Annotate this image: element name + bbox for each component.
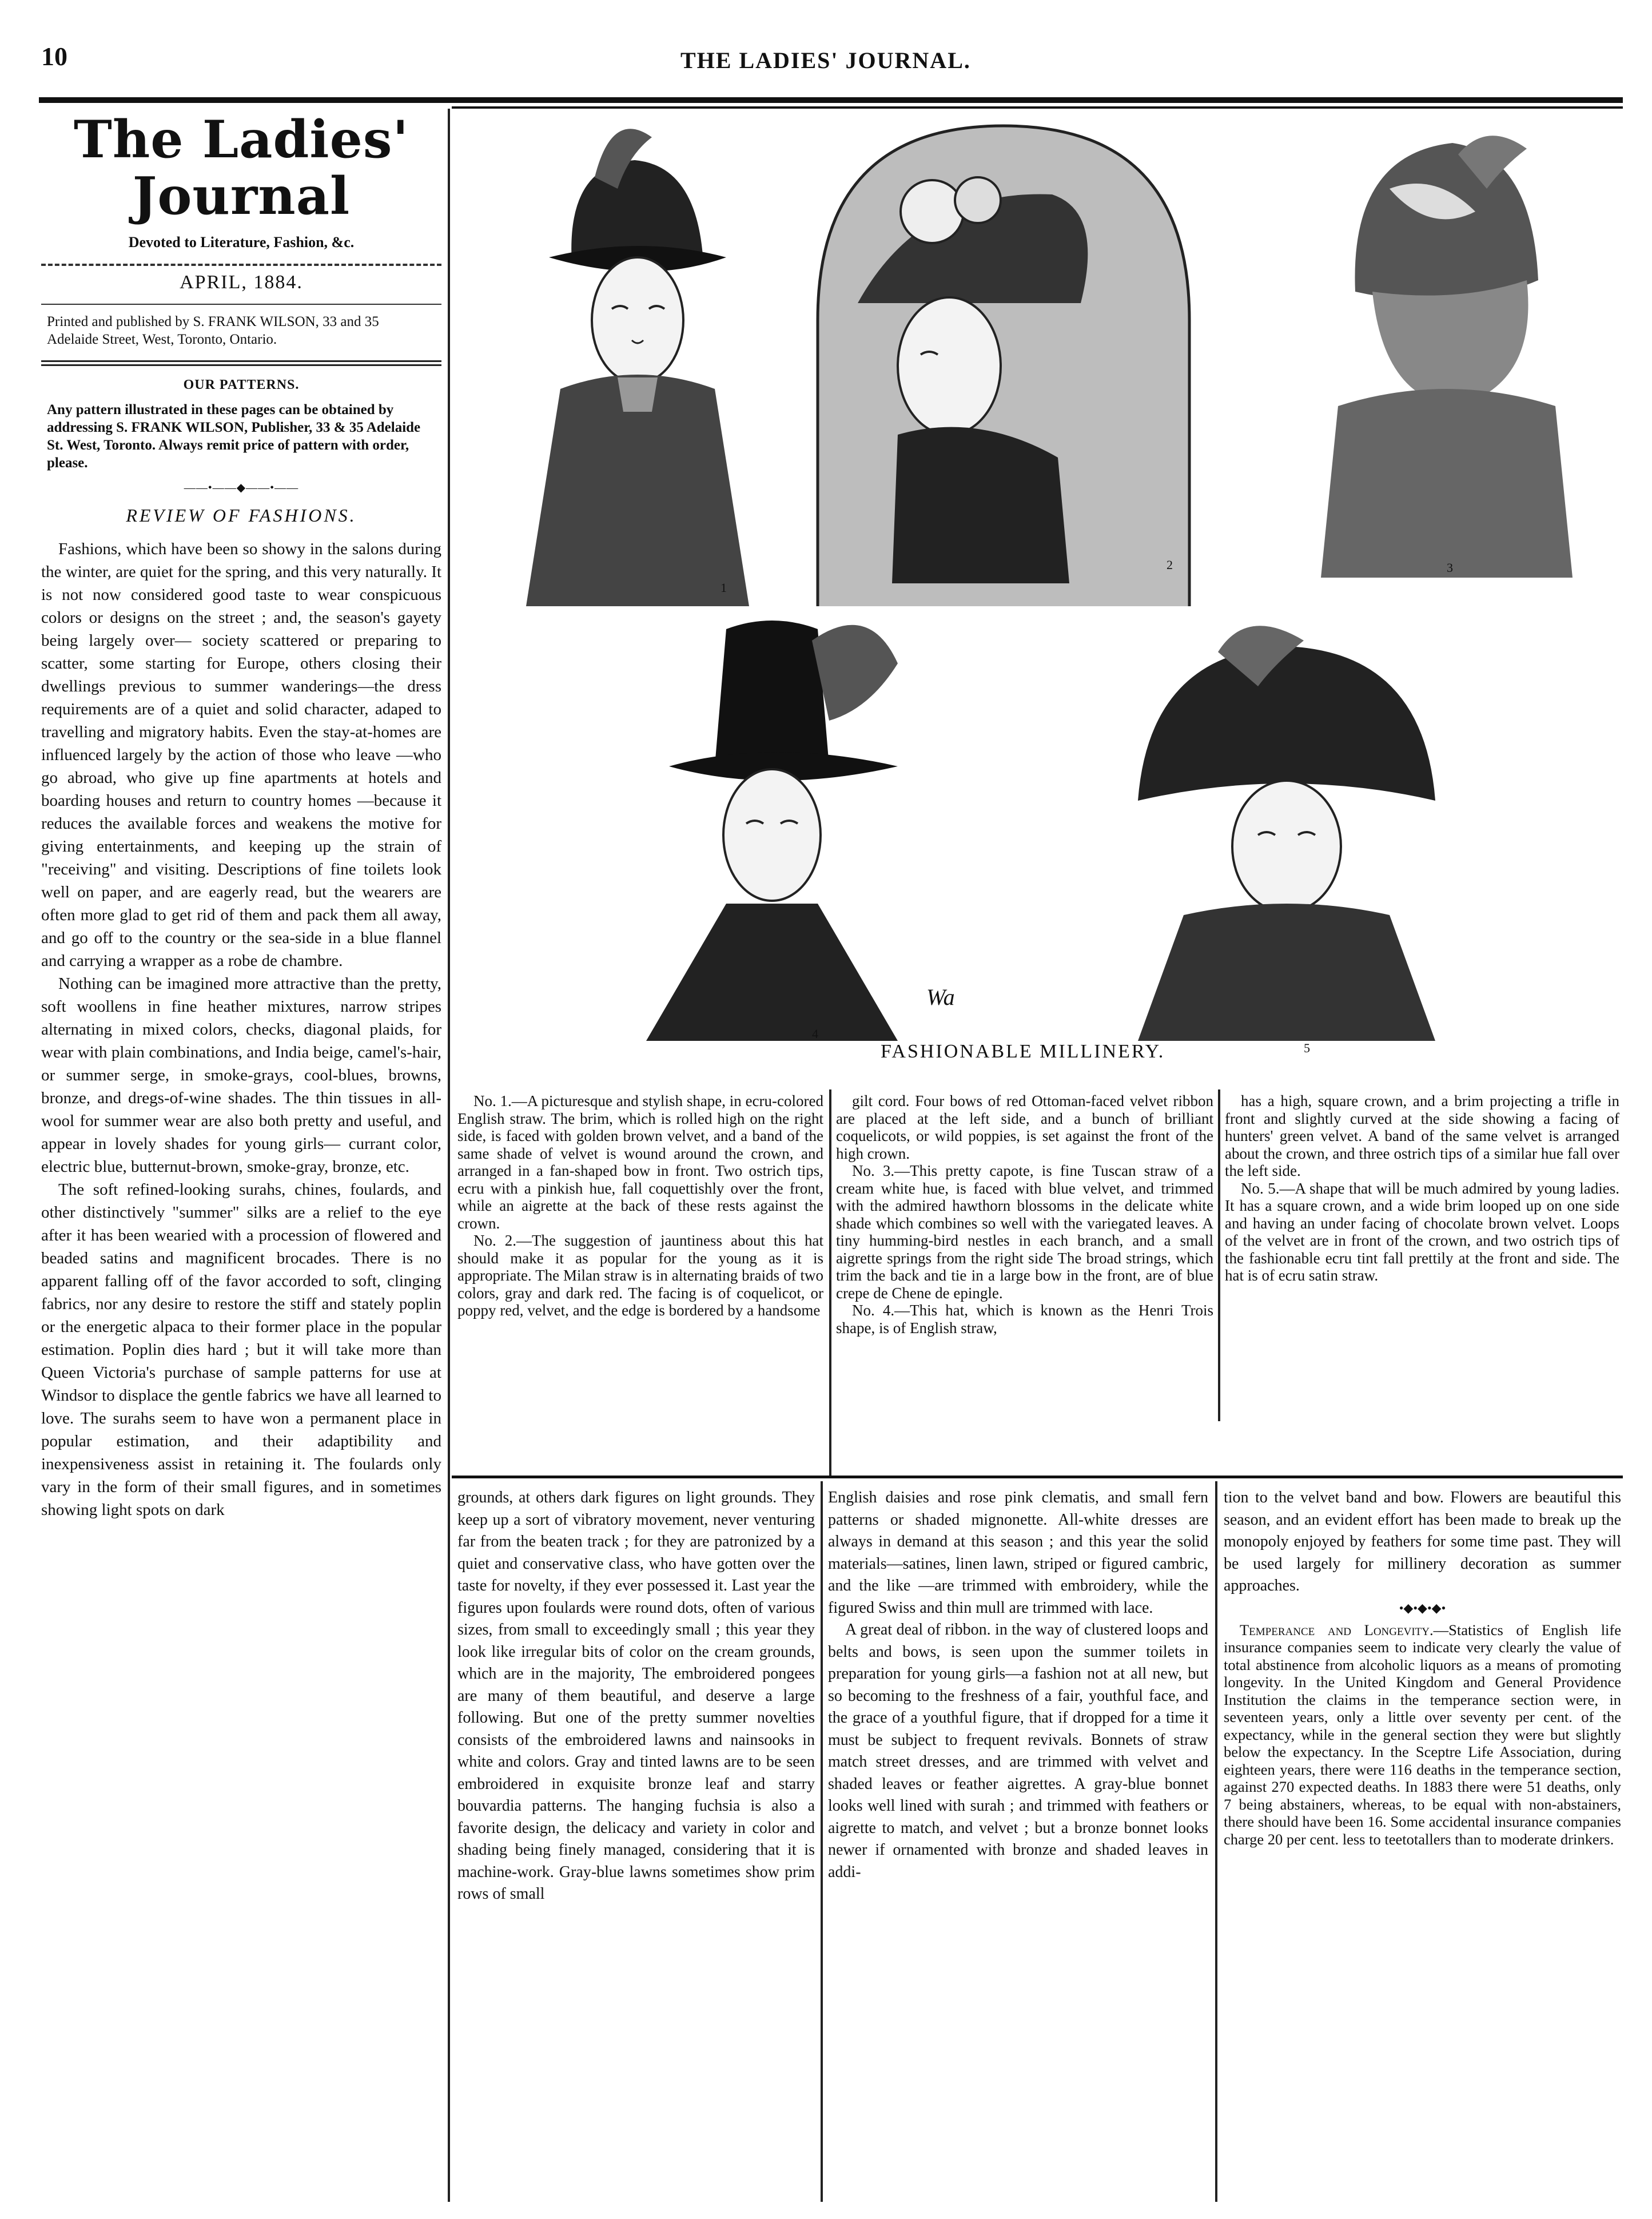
column-rule-bottom-2: [1215, 1481, 1217, 2202]
article-paragraph: English daisies and rose pink clematis, and small fern patterns or shaded mignonette. All-white dresses are always in demand at this season ; and this year the solid materials—satines, linen lawn, striped or figured cambric, and the like —are trimmed with embroidery, while the figured Swiss and thin mull are trimmed with lace.: [828, 1489, 1208, 1617]
fashion-column-3: [828, 1487, 1208, 1883]
column-rule-mill-1: [829, 1089, 831, 1478]
fashion-column-4: [1224, 1487, 1621, 1848]
millinery-paragraph: has a high, square crown, and a brim projecting a trifle in front and slightly curved at the side showing a facing of hunters' green velvet. A band of the same velvet is arranged about the crown, and three ostrich tips of a similar hue fall over the left side.: [1225, 1092, 1619, 1179]
review-paragraph: Fashions, which have been so showy in the salons during the winter, are quiet for the spring, and this very naturally. It is not now considered good taste to wear conspicuous colors or designs on the street ; and, the season's gayety being largely over— society scattered or preparing to scatter, some starting for Europe, others closing their dwellings previous to summer wanderings—the dress requirements are of a quiet and solid character, adaped to travelling and migratory habits. Even the stay-at-homes are influenced largely by the action of those who leave —who go abroad, who give up fine apartments at hotels and boarding houses and return to country homes —because it reduces the available forces and weakens the motive for giving entertainments, and keeping up the strain of "receiving" and visiting. Descriptions of fine toilets look well on paper, and are eagerly read, but the wearers are often more glad to get rid of them and pack them all away, and go off to the country or the sea-side in a blue flannel and carrying a wrapper as a robe de chambre.: [41, 539, 441, 970]
hat-figure-3: [1287, 132, 1584, 601]
figure-label-4: 4: [812, 1027, 818, 1041]
issue-date: APRIL, 1884.: [180, 272, 303, 293]
hat-figure-1: [480, 114, 801, 618]
column-rule-mill-2: [1218, 1089, 1220, 1421]
hat-figure-4: [600, 595, 944, 1041]
illustration-caption: FASHIONABLE MILLINERY.: [881, 1041, 1165, 1062]
review-article: [41, 538, 441, 1521]
hat-figure-2: [806, 114, 1201, 606]
date-rule: [41, 304, 441, 305]
hat-figure-5: [1115, 618, 1458, 1052]
patterns-notice: Any pattern illustrated in these pages can be obtained by addressing S. FRANK WILSON, Publisher, 33 & 35 Adelaide St. West, Toronto. Always remit price of pattern with order, please.: [47, 401, 421, 471]
figure-label-3: 3: [1447, 560, 1453, 575]
review-heading: REVIEW OF FASHIONS.: [126, 504, 357, 526]
patterns-heading: OUR PATTERNS.: [183, 377, 300, 392]
temperance-article: [1224, 1621, 1621, 1848]
publisher-note: Printed and published by S. FRANK WILSON, 33 and 35 Adelaide Street, West, Toronto, Ontario.: [47, 314, 379, 348]
running-title: THE LADIES' JOURNAL.: [680, 47, 971, 73]
header-rule-secondary: [452, 106, 1623, 109]
millinery-paragraph: No. 2.—The suggestion of jauntiness about this hat should make it as popular for the young as it is appropriate. The Milan straw is in alternating braids of two colors, gray and dark red. The facing is of coquelicot, or poppy red, velvet, and the edge is bordered by a handsome: [457, 1232, 823, 1319]
masthead-divider: [41, 264, 441, 266]
millinery-column-1: [457, 1092, 823, 1319]
artist-signature: Wa: [926, 984, 955, 1010]
column-rule-left: [448, 109, 450, 2202]
masthead-subtitle: Devoted to Literature, Fashion, &c.: [128, 234, 355, 250]
figure-label-5: 5: [1304, 1041, 1310, 1055]
temperance-heading: Temperance and Longevity.: [1240, 1621, 1434, 1639]
ornament-divider: •◆•◆•◆•: [1399, 1600, 1446, 1615]
article-paragraph: tion to the velvet band and bow. Flowers are beautiful this season, and an evident effort has been made to break up the monopoly enjoyed by feathers for some time past. They will be used largely for millinery decoration as summer approaches.: [1224, 1489, 1621, 1594]
masthead-title: The Ladies' Journal: [73, 109, 409, 226]
column-rule-bottom-1: [821, 1481, 823, 2202]
millinery-paragraph: gilt cord. Four bows of red Ottoman-faced velvet ribbon are placed at the left side, and a bunch of brilliant coquelicots, or wild poppies, is set against the front of the high crown.: [836, 1092, 1213, 1162]
fashion-column-2: [457, 1487, 815, 1906]
millinery-column-3: [1225, 1092, 1619, 1285]
page-number: 10: [41, 42, 67, 71]
header-rule: [39, 97, 1623, 103]
millinery-paragraph: No. 1.—A picturesque and stylish shape, in ecru-colored English straw. The brim, which is rolled high on the right side, is faced with golden brown velvet, and a band of the same shade of velvet is wound around the crown, and arranged in a fan-shaped bow in front. Two ostrich tips, ecru with a pinkish hue, fall coquettishly over the front, while an aigrette at the back of these rests against the crown.: [457, 1092, 823, 1232]
millinery-paragraph: No. 3.—This pretty capote, is fine Tuscan straw of a cream white hue, is faced with blue velvet, and trimmed with the admired hawthorn blossoms in the delicate white shade which combines so well with the variegated leaves. A tiny humming-bird nestles in each branch, and a small aigrette springs from the right side The broad strings, which trim the back and tie in a large bow in the front, are of blue crepe de Chene de epingle.: [836, 1162, 1213, 1302]
masthead: [41, 109, 441, 1521]
review-paragraph: The soft refined-looking surahs, chines, foulards, and other distinctively "summer" silks are a relief to the eye after it has been wearied with a procession of flowered and beaded satins and magnificent brocades. There is no apparent falling off of the favor accorded to soft, clinging fabrics, nor any desire to restore the stiff and stately poplin or the energetic alpaca to their former place in the popular estimation. Poplin dies hard ; but it will take more than Queen Victoria's purchase of sample patterns for use at Windsor to displace the gentle fabrics we have all learned to love. The surahs seem to have won a permanent place in popular estimation, and their adaptibility and inexpensiveness assist in retaining it. The foulards only vary in the form of their small figures, and in sometimes showing light spots on dark: [41, 1180, 441, 1519]
ornament-divider: ——•——◆——•——: [184, 481, 299, 494]
article-paragraph: A great deal of ribbon. in the way of clustered loops and belts and bows, is seen upon the summer toilets in preparation for young girls—a fashion not at all new, but so becoming to the freshness of a fair, youthful face, and the grace of a youthful figure, that if dropped for a time it must be subject to frequent revivals. Bonnets of straw match street dresses, and are trimmed with velvet and shaded leaves or feather aigrettes. A gray-blue bonnet looks well lined with surah ; and trimmed with feathers or aigrette to match, and velvet ; but a bronze bonnet looks newer if ornamented with bronze and shaded leaves in addi-: [828, 1621, 1208, 1881]
figure-label-2: 2: [1167, 558, 1173, 572]
double-rule: [41, 360, 441, 366]
millinery-column-2: [836, 1092, 1213, 1337]
section-rule: [452, 1476, 1623, 1478]
millinery-paragraph: No. 4.—This hat, which is known as the Henri Trois shape, is of English straw,: [836, 1302, 1213, 1337]
review-paragraph: Nothing can be imagined more attractive than the pretty, soft woollens in fine heather mixtures, narrow stripes alternating in mixed colors, checks, diagonal plaids, for wear with plain combinations, and India beige, camel's-hair, or summer serge, in smoke-grays, cool-blues, browns, bronze, and dregs-of-wine shades. The thin tissues in all-wool for summer wear are also both pretty and useful, and appear in lovely shades for young girls— currant color, electric blue, butternut-brown, smoke-gray, bronze, etc.: [41, 974, 441, 1176]
temperance-body: —Statistics of English life insurance companies seem to indicate very clearly the value of total abstinence from alcoholic liquors as a means of promoting longevity. In the United Kingdom and General Providence Institution the claims in the temperance section were, in seventeen years, only a little over seventy per cent. of the expectancy, while in the general section they were but slightly below the expectancy. In the Sceptre Life Association, during eighteen years, there were 116 deaths in the temperance section, against 270 expected deaths. In 1883 there were 51 deaths, only 7 being abstainers, whereas, to be equal with non-abstainers, there should have been 16. Some accidental insurance companies charge 20 per cent. less to teetotallers than to moderate drinkers.: [1224, 1621, 1622, 1848]
article-paragraph: grounds, at others dark figures on light grounds. They keep up a sort of vibratory movement, never venturing far from the beaten track ; for they are patronized by a quiet and conservative class, who have gotten over the taste for novelty, if they ever possessed it. Last year the figures upon foulards were round dots, often of various sizes, from small to exceedingly small ; this year they look like irregular bits of color on the cream grounds, which are in the majority, The embroidered pongees are many of them beautiful, and deserve a large following. But one of the pretty summer novelties consists of the embroidered lawns and nainsooks in white and colors. Gray and tinted lawns are to be seen embroidered in exquisite bronze leaf and starry bouvardia patterns. The hanging fuchsia is also a favorite design, the delicacy and variety in color and shading being finely managed, considering that it is machine-work. Gray-blue lawns sometimes show prim rows of small: [457, 1489, 815, 1903]
figure-label-1: 1: [720, 580, 727, 595]
millinery-paragraph: No. 5.—A shape that will be much admired by young ladies. It has a square crown, and a wide brim looped up on one side and having an under facing of chocolate brown velvet. Loops of the velvet are in front of the crown, and two ostrich tips of the fashionable ecru tint fall prettily at the front and side. The hat is of ecru satin straw.: [1225, 1179, 1619, 1284]
